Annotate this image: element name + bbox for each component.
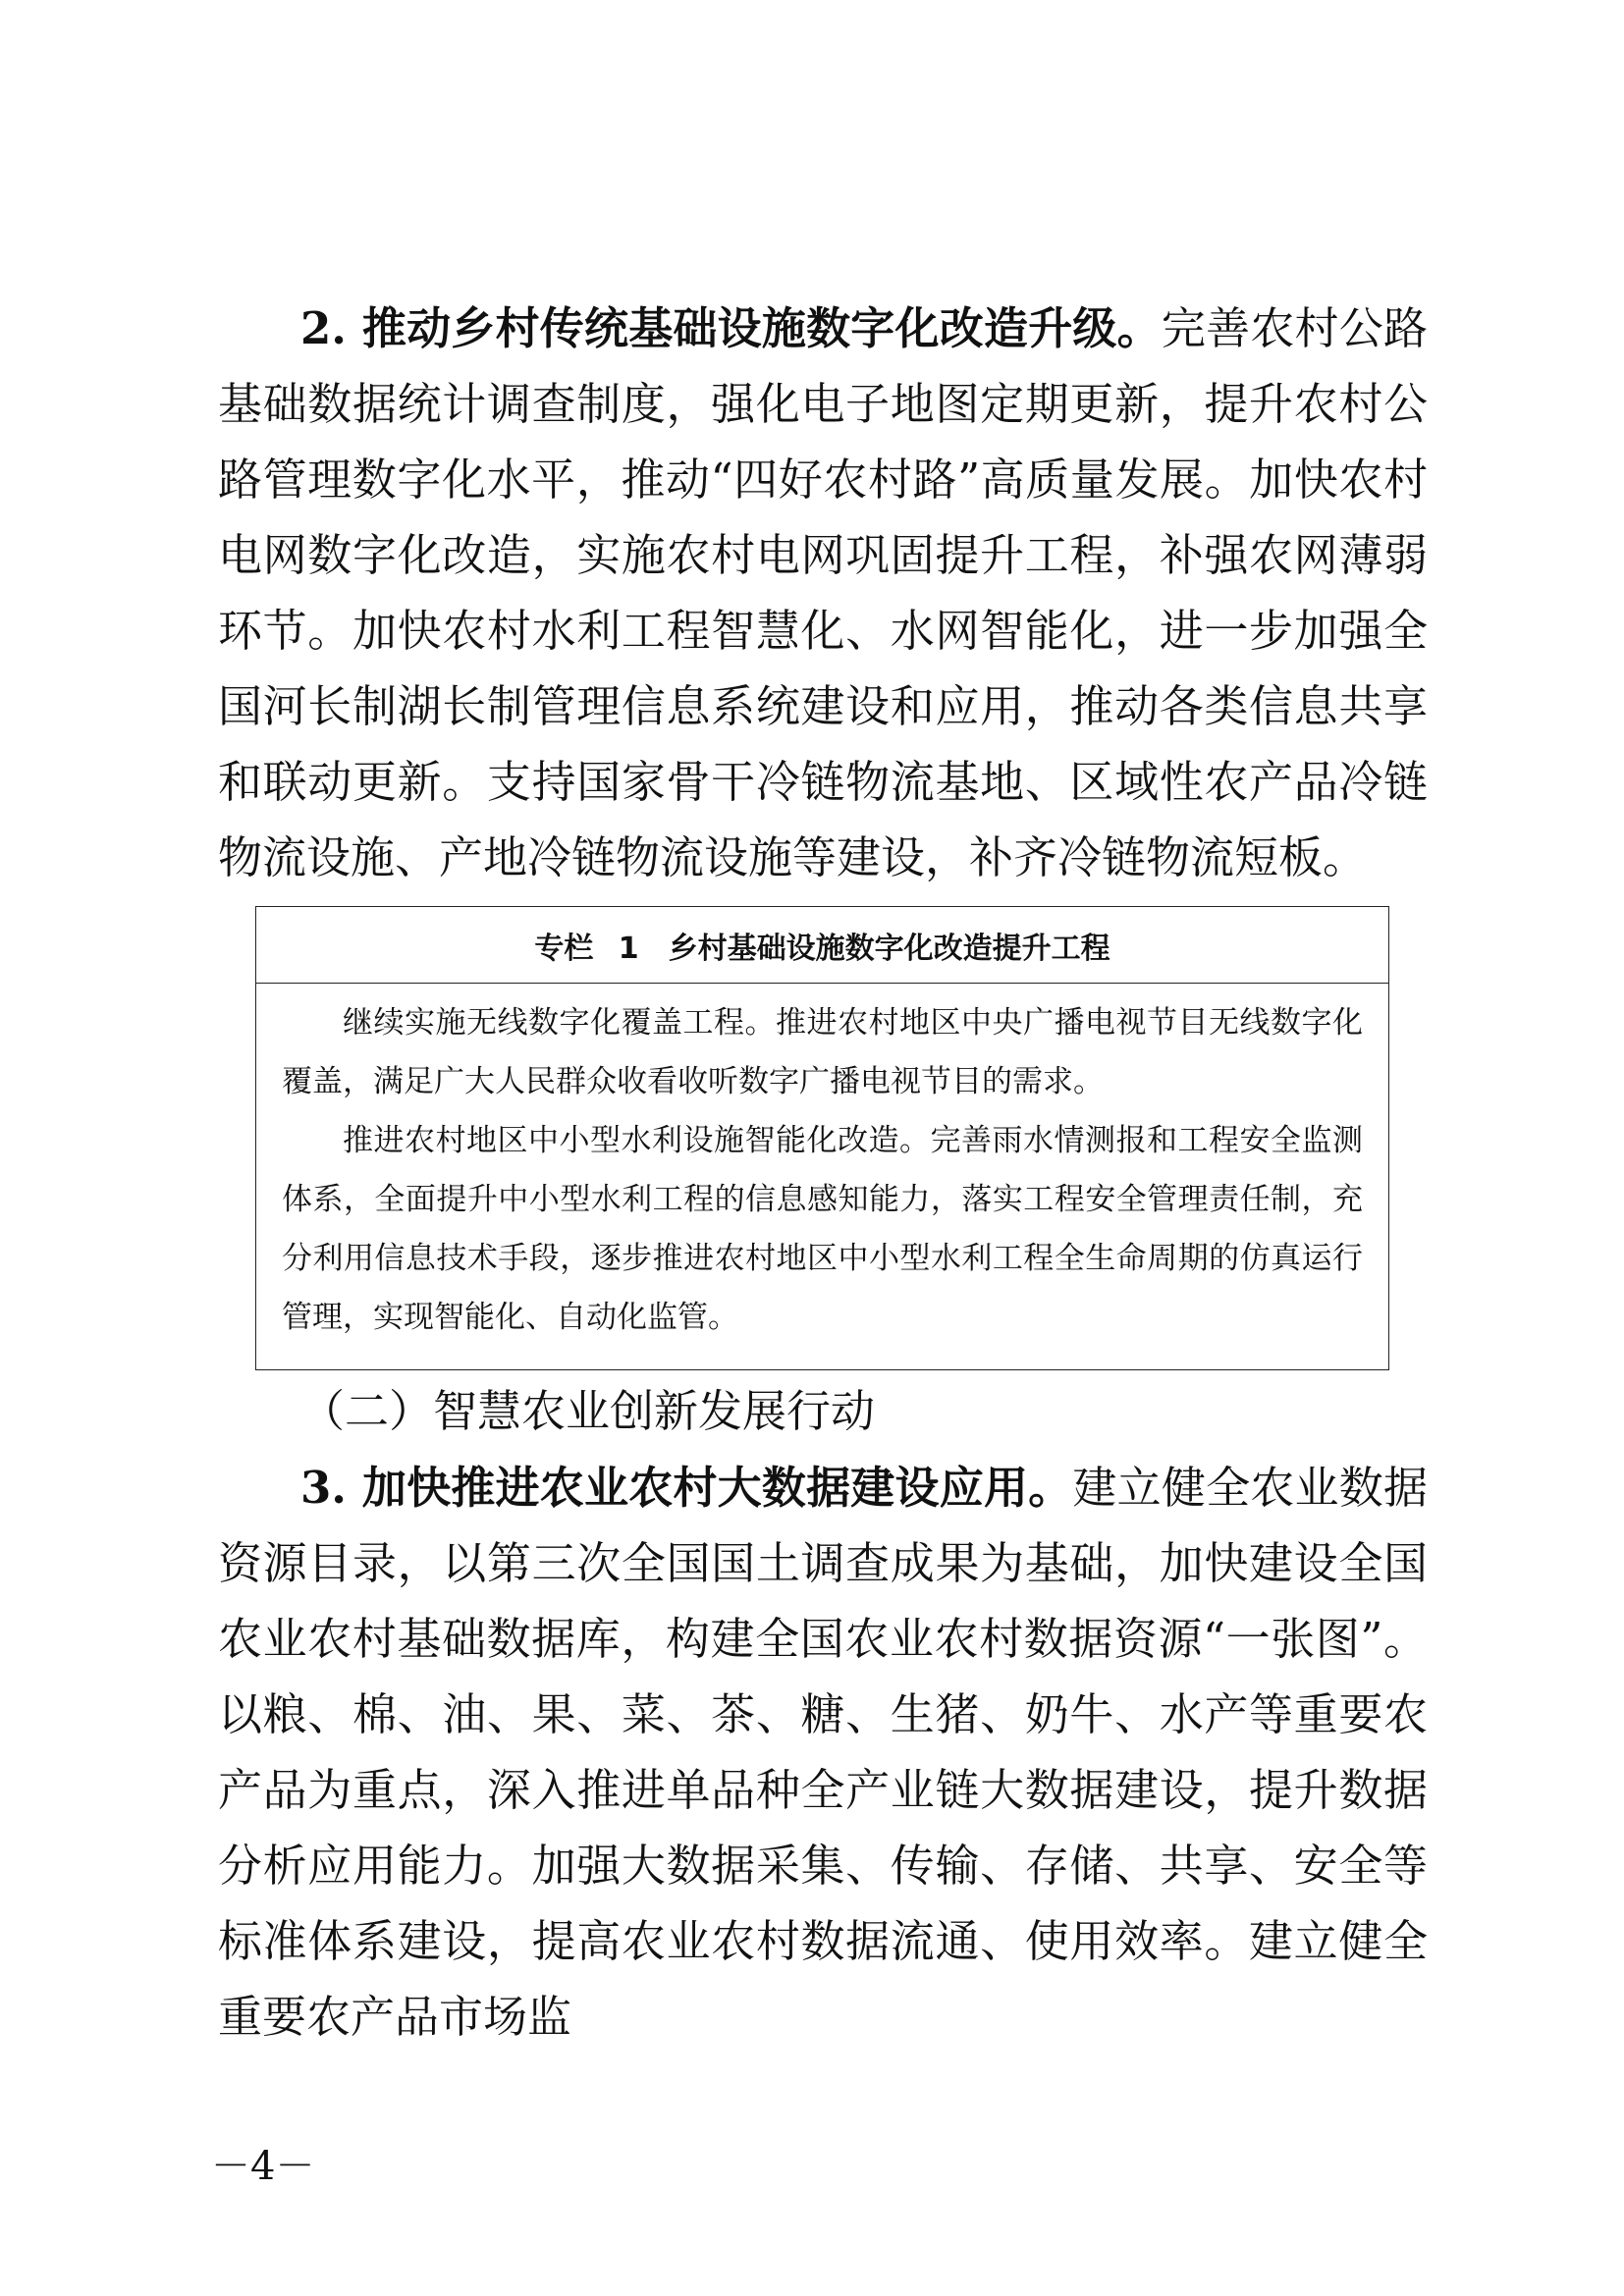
- page-number: －4－: [211, 2144, 315, 2189]
- paragraph-lead: 3. 加快推进农业农村大数据建设应用。: [300, 1462, 1073, 1514]
- paragraph-lead: 2. 推动乡村传统基础设施数字化改造升级。: [300, 302, 1162, 354]
- paragraph-item-2: [218, 291, 1428, 895]
- paragraph-text: 完善农村公路基础数据统计调查制度，强化电子地图定期更新，提升农村公路管理数字化水平，推动“四好农村路”高质量发展。加快农村电网数字化改造，实施农村电网巩固提升工程，补强农网薄弱环节。加快农村水利工程智慧化、水网智能化，进一步加强全国河长制湖长制管理信息系统建设和应用，推动各类信息共享和联动更新。支持国家骨干冷链物流基地、区域性农产品冷链物流设施、产地冷链物流设施等建设，补齐冷链物流短板。: [218, 302, 1428, 883]
- column-box-paragraph: 继续实施无线数字化覆盖工程。推进农村地区中央广播电视节目无线数字化覆盖，满足广大人民群众收看收听数字广播电视节目的需求。: [282, 1005, 1363, 1099]
- column-box-title: 专栏 1 乡村基础设施数字化改造提升工程: [256, 907, 1388, 984]
- column-box-paragraph: 推进农村地区中小型水利设施智能化改造。完善雨水情测报和工程安全监测体系，全面提升中小型水利工程的信息感知能力，落实工程安全管理责任制，充分利用信息技术手段，逐步推进农村地区中小型水利工程全生命周期的仿真运行管理，实现智能化、自动化监管。: [282, 1123, 1363, 1335]
- paragraph-text: 建立健全农业数据资源目录，以第三次全国国土调查成果为基础，加快建设全国农业农村基础数据库，构建全国农业农村数据资源“一张图”。以粮、棉、油、果、菜、茶、糖、生猪、奶牛、水产等重要农产品为重点，深入推进单品种全产业链大数据建设，提升数据分析应用能力。加强大数据采集、传输、存储、共享、安全等标准体系建设，提高农业农村数据流通、使用效率。建立健全重要农产品市场监: [218, 1462, 1428, 2043]
- column-box: [255, 906, 1389, 1370]
- paragraph-item-3: [218, 1450, 1428, 2055]
- section-heading: （二）智慧农业创新发展行动: [300, 1385, 876, 1437]
- column-box-body: [256, 984, 1388, 1347]
